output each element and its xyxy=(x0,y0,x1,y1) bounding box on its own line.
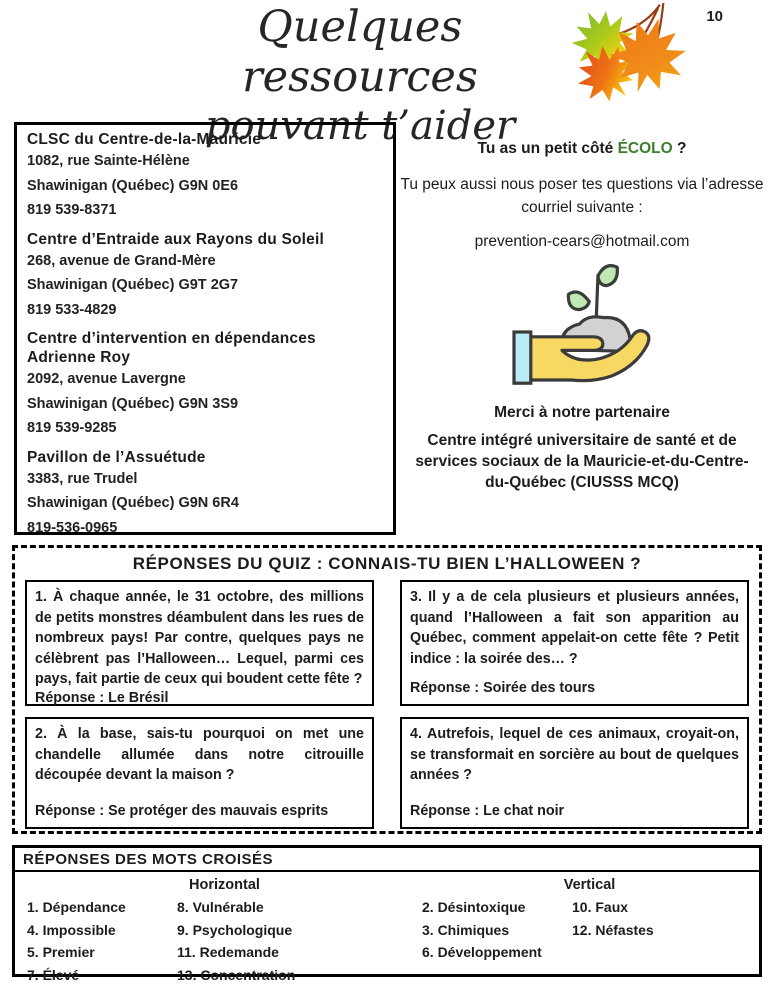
org-phone: 819 539-8371 xyxy=(27,202,117,218)
org-city: Shawinigan (Québec) G9N 6R4 xyxy=(27,495,239,511)
page-number: 10 xyxy=(706,8,723,25)
org-address: 3383, rue Trudel xyxy=(27,470,138,487)
crossword-answer: 8. Vulnérable xyxy=(177,899,264,915)
quiz-item-3 xyxy=(400,580,749,706)
quiz-question: 2. À la base, sais-tu pourquoi on met une chandelle allumée dans notre citrouille découpée devant la maison ? xyxy=(35,726,364,783)
ecolo-section xyxy=(398,140,766,493)
partner-name: Centre intégré universitaire de santé et de services sociaux de la Mauricie-et-du-Centre-du-Québec (CIUSSS MCQ) xyxy=(415,432,749,491)
crossword-horizontal-label: Horizontal xyxy=(189,877,260,893)
org-name: CLSC du Centre-de-la-Mauricie xyxy=(27,131,262,148)
crossword-answer: 7. Élevé xyxy=(27,966,80,983)
crossword-grid xyxy=(15,872,759,986)
crossword-answer: 5. Premier xyxy=(27,944,95,960)
org-name: Centre d’Entraide aux Rayons du Soleil xyxy=(27,230,324,248)
page-title-line2: pouvant t’aider xyxy=(204,103,516,149)
org-name: Pavillon de l’Assuétude xyxy=(27,448,206,466)
resources-box xyxy=(14,122,396,535)
quiz-item-2 xyxy=(25,717,374,829)
quiz-item-4 xyxy=(400,717,749,829)
crossword-answer: 6. Développement xyxy=(422,944,542,960)
crossword-answer xyxy=(572,941,757,964)
ecolo-heading-suffix: ? xyxy=(672,140,687,157)
quiz-question: 4. Autrefois, lequel de ces animaux, croyait-on, se transformait en sorcière au bout de quelques années ? xyxy=(410,726,739,783)
crossword-answers-section xyxy=(12,845,762,983)
org-city: Shawinigan (Québec) G9T 2G7 xyxy=(27,277,239,293)
ecolo-heading xyxy=(398,140,766,158)
crossword-heading: RÉPONSES DES MOTS CROISÉS xyxy=(15,848,759,872)
page-title-line1: Quelques ressources xyxy=(242,2,478,102)
quiz-answer: Réponse : Se protéger des mauvais esprits xyxy=(35,803,329,819)
crossword-answer: 11. Redemande xyxy=(177,944,279,960)
quiz-grid xyxy=(23,580,751,829)
quiz-answer: Réponse : Le chat noir xyxy=(410,803,565,819)
crossword-vertical-label: Vertical xyxy=(563,877,616,893)
crossword-answer: 12. Néfastes xyxy=(572,921,654,938)
crossword-answer: 4. Impossible xyxy=(27,921,116,938)
crossword-answer: 13. Concentration xyxy=(177,966,296,983)
quiz-heading: RÉPONSES DU QUIZ : CONNAIS-TU BIEN L’HALLOWEEN ? xyxy=(132,554,642,573)
quiz-answer: Réponse : Le Brésil xyxy=(35,689,169,706)
crossword-answer: 3. Chimiques xyxy=(422,921,510,938)
org-phone: 819 533-4829 xyxy=(27,301,117,318)
quiz-answer: Réponse : Soirée des tours xyxy=(410,680,596,696)
org-entry xyxy=(27,329,383,441)
org-address: 2092, avenue Lavergne xyxy=(27,371,186,387)
org-entry xyxy=(27,448,383,541)
org-address: 1082, rue Sainte-Hélène xyxy=(27,153,190,169)
org-entry xyxy=(27,130,383,223)
quiz-question: 1. À chaque année, le 31 octobre, des millions de petits monstres déambulent dans les rues de nombreux pays! Par contre, quelques pays ne célèbrent pas l’Halloween… Lequel, parmi ces pays, fait partie de ceux qui boudent cette fête ? xyxy=(35,589,364,687)
crossword-answer: 9. Psychologique xyxy=(177,921,293,938)
org-phone: 819-536-0965 xyxy=(27,519,118,536)
ecolo-body-text: Tu peux aussi nous poser tes questions via l’adresse courriel suivante : xyxy=(400,176,764,216)
org-city: Shawinigan (Québec) G9N 3S9 xyxy=(27,395,239,412)
quiz-item-1 xyxy=(25,580,374,706)
crossword-answer xyxy=(572,964,757,987)
crossword-answer: 1. Dépendance xyxy=(27,899,126,915)
contact-email: prevention-cears@hotmail.com xyxy=(474,233,690,250)
org-address: 268, avenue de Grand-Mère xyxy=(27,252,216,269)
quiz-question: 3. Il y a de cela plusieurs et plusieurs années, quand l’Halloween a fait son apparition au Québec, comment appelait-on cette fête ? Petit indice : la soirée des… ? xyxy=(410,589,739,667)
crossword-answer: 2. Désintoxique xyxy=(422,899,526,915)
ecolo-heading-prefix: Tu as un petit côté xyxy=(477,140,618,157)
hand-holding-seedling-icon xyxy=(398,259,766,402)
ecolo-highlight: ÉCOLO xyxy=(617,140,673,157)
org-entry xyxy=(27,230,383,323)
partner-heading: Merci à notre partenaire xyxy=(494,404,670,421)
org-name: Centre d’intervention en dépendances Adrienne Roy xyxy=(27,330,316,366)
org-phone: 819 539-9285 xyxy=(27,420,117,436)
autumn-leaves-icon xyxy=(556,0,688,113)
org-city: Shawinigan (Québec) G9N 0E6 xyxy=(27,177,239,194)
crossword-answer xyxy=(422,964,572,987)
quiz-answers-section xyxy=(12,545,762,834)
crossword-answer: 10. Faux xyxy=(572,899,629,915)
